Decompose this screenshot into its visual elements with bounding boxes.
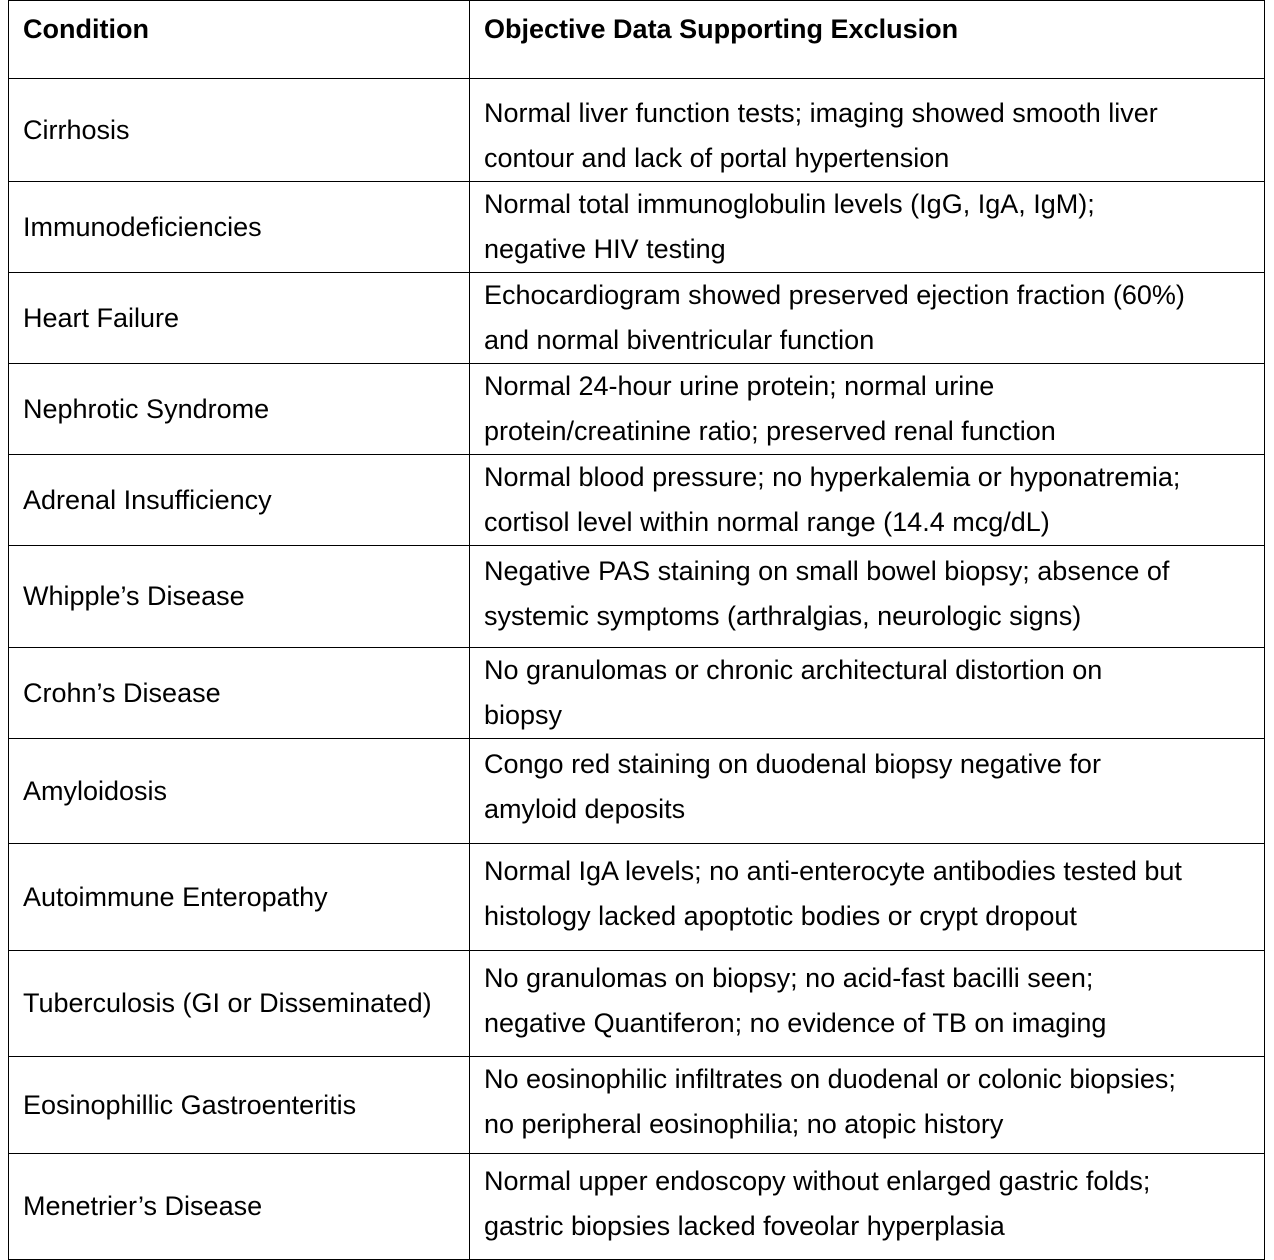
- evidence-cell: [470, 546, 1265, 648]
- condition-cell: Immunodeficiencies: [9, 182, 470, 273]
- condition-cell: Menetrier’s Disease: [9, 1154, 470, 1260]
- evidence-line: and normal biventricular function: [484, 325, 875, 355]
- evidence-line: Normal 24-hour urine protein; normal urine: [484, 371, 995, 401]
- condition-cell: Amyloidosis: [9, 739, 470, 844]
- evidence-line: No eosinophilic infiltrates on duodenal or colonic biopsies;: [484, 1064, 1176, 1094]
- evidence-line: cortisol level within normal range (14.4 mcg/dL): [484, 507, 1050, 537]
- evidence-line: Echocardiogram showed preserved ejection fraction (60%): [484, 280, 1185, 310]
- table-body: [9, 1, 1265, 1260]
- table-row: [9, 739, 1265, 844]
- condition-cell: Tuberculosis (GI or Disseminated): [9, 951, 470, 1057]
- evidence-cell: [470, 182, 1265, 273]
- table-row: [9, 364, 1265, 455]
- table-row: [9, 182, 1265, 273]
- header-row: [9, 1, 1265, 79]
- table-row: [9, 546, 1265, 648]
- evidence-line: Normal liver function tests; imaging showed smooth liver: [484, 98, 1158, 128]
- evidence-cell: [470, 273, 1265, 364]
- table-row: [9, 1154, 1265, 1260]
- evidence-line: Negative PAS staining on small bowel biopsy; absence of: [484, 556, 1170, 586]
- table-row: [9, 648, 1265, 739]
- header-condition: Condition: [9, 1, 470, 79]
- evidence-line: Normal upper endoscopy without enlarged gastric folds;: [484, 1166, 1151, 1196]
- evidence-cell: [470, 1057, 1265, 1154]
- evidence-cell: [470, 844, 1265, 951]
- evidence-line: No granulomas on biopsy; no acid-fast bacilli seen;: [484, 963, 1094, 993]
- condition-cell: Eosinophillic Gastroenteritis: [9, 1057, 470, 1154]
- condition-cell: Heart Failure: [9, 273, 470, 364]
- table-row: [9, 1057, 1265, 1154]
- evidence-line: Congo red staining on duodenal biopsy negative for: [484, 749, 1101, 779]
- evidence-line: Normal total immunoglobulin levels (IgG, IgA, IgM);: [484, 189, 1095, 219]
- evidence-line: no peripheral eosinophilia; no atopic history: [484, 1109, 1004, 1139]
- evidence-line: amyloid deposits: [484, 794, 686, 824]
- condition-cell: Whipple’s Disease: [9, 546, 470, 648]
- evidence-cell: [470, 79, 1265, 182]
- evidence-line: No granulomas or chronic architectural distortion on: [484, 655, 1103, 685]
- evidence-cell: [470, 1154, 1265, 1260]
- condition-cell: Crohn’s Disease: [9, 648, 470, 739]
- table-row: [9, 273, 1265, 364]
- evidence-line: negative HIV testing: [484, 234, 726, 264]
- evidence-line: biopsy: [484, 700, 563, 730]
- table-row: [9, 844, 1265, 951]
- evidence-line: protein/creatinine ratio; preserved renal function: [484, 416, 1056, 446]
- condition-cell: Adrenal Insufficiency: [9, 455, 470, 546]
- exclusion-table: [8, 0, 1265, 1260]
- evidence-line: systemic symptoms (arthralgias, neurologic signs): [484, 601, 1082, 631]
- evidence-line: gastric biopsies lacked foveolar hyperplasia: [484, 1211, 1005, 1241]
- table-row: [9, 455, 1265, 546]
- condition-cell: Cirrhosis: [9, 79, 470, 182]
- header-evidence: Objective Data Supporting Exclusion: [470, 1, 1265, 79]
- evidence-line: contour and lack of portal hypertension: [484, 143, 950, 173]
- evidence-cell: [470, 364, 1265, 455]
- evidence-line: Normal blood pressure; no hyperkalemia or hyponatremia;: [484, 462, 1181, 492]
- table-row: [9, 951, 1265, 1057]
- evidence-line: Normal IgA levels; no anti-enterocyte antibodies tested but: [484, 856, 1182, 886]
- evidence-line: histology lacked apoptotic bodies or crypt dropout: [484, 901, 1077, 931]
- evidence-line: negative Quantiferon; no evidence of TB on imaging: [484, 1008, 1107, 1038]
- evidence-cell: [470, 739, 1265, 844]
- evidence-cell: [470, 951, 1265, 1057]
- evidence-cell: [470, 455, 1265, 546]
- condition-cell: Autoimmune Enteropathy: [9, 844, 470, 951]
- condition-cell: Nephrotic Syndrome: [9, 364, 470, 455]
- evidence-cell: [470, 648, 1265, 739]
- table-row: [9, 79, 1265, 182]
